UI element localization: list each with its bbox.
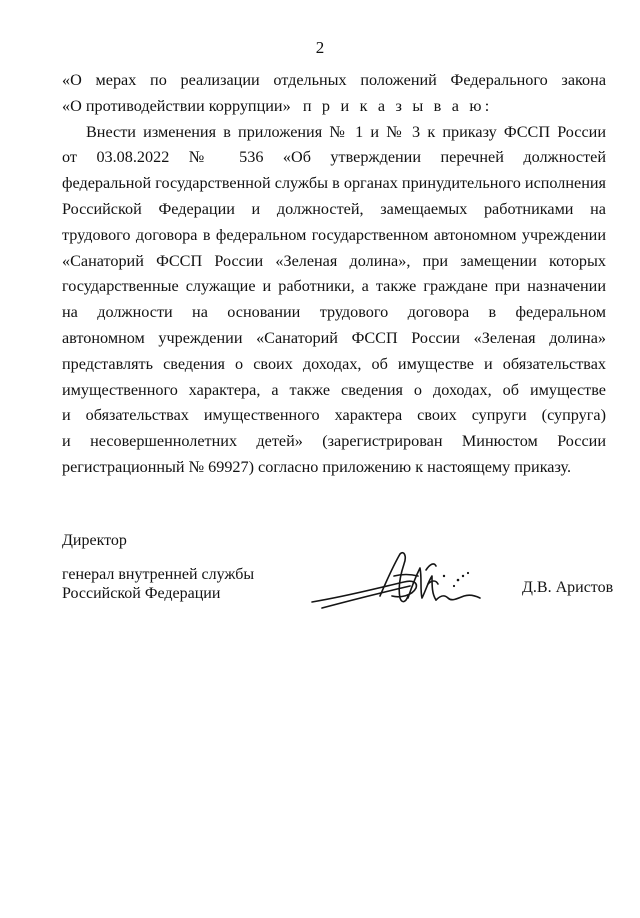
body-line: трудового договора в федеральном государственном автономном учреждении [62,225,606,244]
body-line: «О мерах по реализации отдельных положений Федерального закона [62,71,606,89]
body-line [62,94,606,120]
body-line: и обязательствах имущественного характера своих супруги (супруга) [62,406,606,425]
body-line: автономном учреждении «Санаторий ФССП России «Зеленая долина» [62,328,606,347]
body-line: Российской Федерации и должностей, замещаемых работниками на [62,199,606,218]
body-line: «Санаторий ФССП России «Зеленая долина», при замещении которых [62,251,606,270]
handwritten-signature [308,546,484,618]
body-line: Внести изменения в приложения № 1 и № 3 к приказу ФССП России [86,122,606,141]
body-line: на должности на основании трудового договора в федеральном [62,303,606,322]
body-line: представлять сведения о своих доходах, об имуществе и обязательствах [62,354,606,373]
body-line: государственные служащие и работники, а также граждане при назначении [62,277,606,296]
signer-title [62,566,254,603]
signer-title-line: генерал внутренней службы [62,566,255,583]
director-label: Директор [62,532,127,549]
order-directive: п р и к а з ы в а ю: [302,96,493,115]
signer-name: Д.В. Аристов [522,579,614,596]
signer-title-line: Российской Федерации [62,584,221,602]
body-line: регистрационный № 69927) согласно приложению к настоящему приказу. [62,457,572,476]
order-body [62,68,606,481]
page-number: 2 [315,38,325,57]
body-line: имущественного характера, а также сведения о доходах, об имуществе [62,380,606,399]
body-line: и несовершеннолетних детей» (зарегистрирован Минюстом России [62,432,606,451]
body-line-part: «О противодействии коррупции» [62,96,291,115]
body-line: федеральной государственной службы в органах принудительного исполнения [62,174,606,193]
body-line: от 03.08.2022 № 536 «Об утверждении перечней должностей [62,148,606,167]
